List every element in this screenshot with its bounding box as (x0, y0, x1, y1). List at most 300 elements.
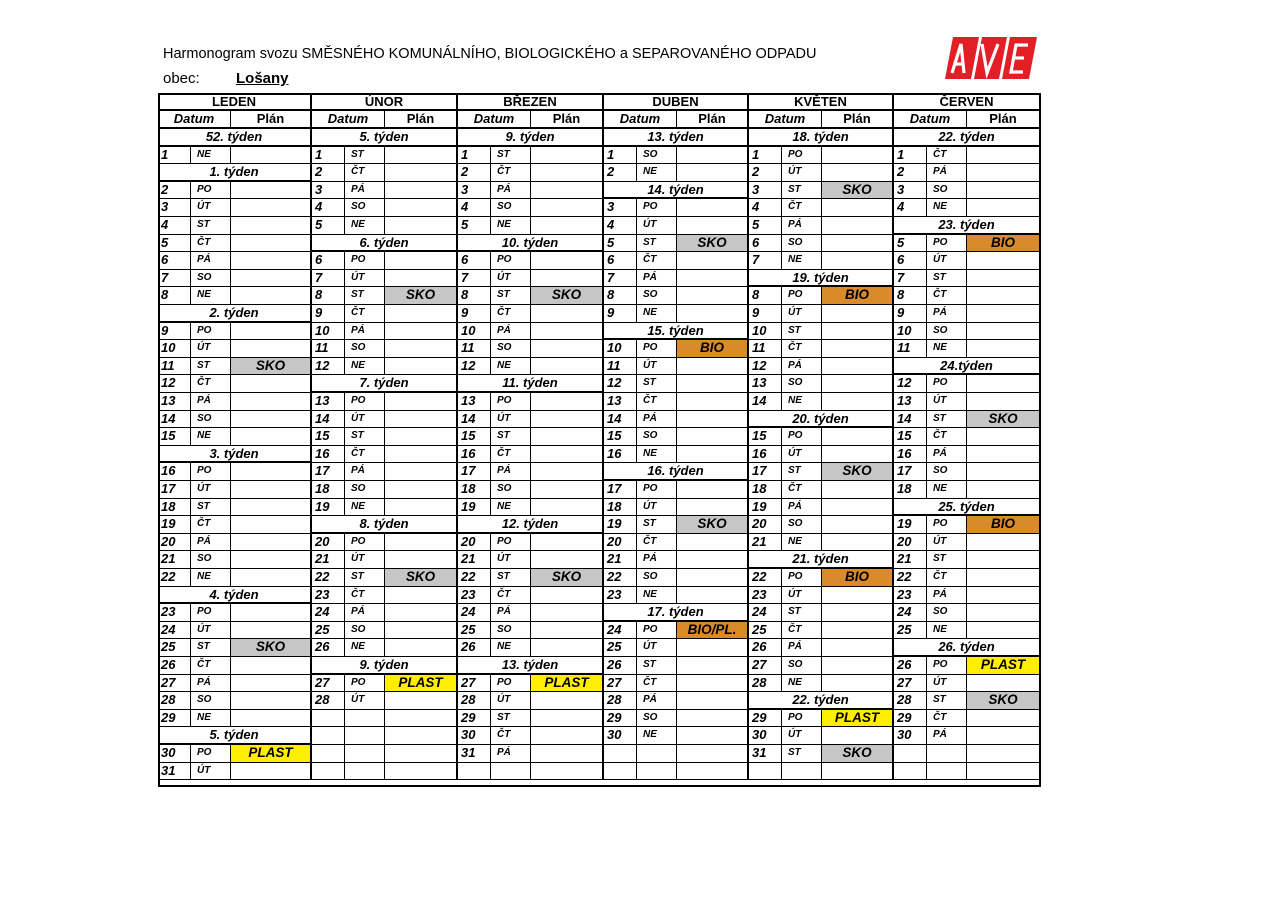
weekday: PO (191, 182, 231, 200)
weekday: PO (345, 675, 385, 693)
weekday: SO (637, 147, 677, 165)
weekday: NE (927, 340, 967, 358)
day-number: 14 (604, 411, 637, 429)
plan-cell (531, 340, 604, 358)
day-number: 24 (158, 622, 191, 640)
weekday: PÁ (345, 323, 385, 341)
weekday: SO (345, 340, 385, 358)
weekday: ÚT (782, 446, 822, 464)
plan-cell (231, 217, 312, 235)
plan-cell (385, 164, 458, 182)
weekday: ČT (491, 587, 531, 605)
plan-cell (967, 675, 1041, 693)
plan-cell (677, 534, 749, 552)
plan-cell (531, 710, 604, 728)
weekday: PO (345, 393, 385, 411)
day-number: 26 (158, 657, 191, 675)
plan-cell (531, 587, 604, 605)
day-number: 7 (894, 270, 927, 288)
weekday: SO (491, 481, 531, 499)
day-number: 8 (604, 287, 637, 305)
empty-cell (637, 763, 677, 781)
weekday: PÁ (927, 587, 967, 605)
plan-cell (822, 675, 894, 693)
day-number: 26 (312, 639, 345, 657)
weekday: PO (191, 604, 231, 622)
weekday: ST (637, 657, 677, 675)
plan-cell (231, 657, 312, 675)
plan-cell (231, 604, 312, 622)
collection-biopl: BIO/PL. (677, 622, 749, 640)
plan-cell (677, 411, 749, 429)
weekday: PO (637, 481, 677, 499)
month-header: BŘEZEN (458, 93, 604, 111)
plan-cell (677, 587, 749, 605)
collection-sko: SKO (822, 182, 894, 200)
day-number: 14 (749, 393, 782, 411)
collection-plast: PLAST (385, 675, 458, 693)
weekday: SO (491, 622, 531, 640)
plan-cell (231, 375, 312, 393)
plan-cell (531, 692, 604, 710)
day-number: 3 (894, 182, 927, 200)
weekday: ÚT (191, 199, 231, 217)
collection-sko: SKO (967, 692, 1041, 710)
plan-cell (967, 587, 1041, 605)
weekday: ÚT (782, 727, 822, 745)
weekday: PO (345, 252, 385, 270)
weekday: ČT (637, 675, 677, 693)
collection-bio: BIO (677, 340, 749, 358)
weekday: NE (491, 639, 531, 657)
weekday: PÁ (191, 393, 231, 411)
day-number: 17 (312, 463, 345, 481)
day-number: 2 (604, 164, 637, 182)
day-number: 14 (458, 411, 491, 429)
day-number: 20 (604, 534, 637, 552)
weekday: NE (637, 446, 677, 464)
day-number: 29 (749, 710, 782, 728)
day-number: 8 (749, 287, 782, 305)
week-label: 19. týden (749, 270, 894, 288)
weekday: ČT (927, 710, 967, 728)
weekday: ČT (927, 287, 967, 305)
weekday: ST (345, 569, 385, 587)
plan-cell (677, 147, 749, 165)
day-number: 16 (749, 446, 782, 464)
day-number: 23 (158, 604, 191, 622)
weekday: ÚT (637, 639, 677, 657)
empty-cell (458, 763, 491, 781)
empty-cell (782, 763, 822, 781)
empty-cell (345, 727, 385, 745)
day-number: 9 (604, 305, 637, 323)
day-number: 27 (158, 675, 191, 693)
plan-column-header: Plán (822, 111, 894, 129)
empty-cell (927, 763, 967, 781)
day-number: 6 (158, 252, 191, 270)
day-number: 5 (894, 235, 927, 253)
weekday: SO (491, 340, 531, 358)
day-number: 26 (604, 657, 637, 675)
plan-cell (967, 305, 1041, 323)
plan-cell (531, 164, 604, 182)
weekday: NE (491, 499, 531, 517)
weekday: PO (637, 340, 677, 358)
day-number: 27 (458, 675, 491, 693)
collection-sko: SKO (231, 358, 312, 376)
weekday: SO (927, 182, 967, 200)
day-number: 22 (749, 569, 782, 587)
plan-cell (822, 604, 894, 622)
weekday: ÚT (191, 481, 231, 499)
plan-cell (531, 393, 604, 411)
plan-cell (967, 375, 1041, 393)
day-number: 5 (604, 235, 637, 253)
plan-cell (531, 622, 604, 640)
plan-cell (822, 622, 894, 640)
day-number: 25 (312, 622, 345, 640)
day-number: 22 (458, 569, 491, 587)
plan-cell (531, 358, 604, 376)
weekday: ST (345, 428, 385, 446)
day-number: 9 (749, 305, 782, 323)
month-header: DUBEN (604, 93, 749, 111)
week-label: 26. týden (894, 639, 1041, 657)
day-number: 25 (604, 639, 637, 657)
weekday: SO (637, 428, 677, 446)
weekday: ÚT (345, 411, 385, 429)
plan-cell (531, 463, 604, 481)
collection-bio: BIO (822, 287, 894, 305)
day-number: 11 (604, 358, 637, 376)
weekday: PÁ (782, 217, 822, 235)
day-number: 10 (749, 323, 782, 341)
weekday: ČT (637, 534, 677, 552)
day-number: 24 (749, 604, 782, 622)
weekday: SO (191, 270, 231, 288)
plan-cell (967, 340, 1041, 358)
plan-cell (677, 287, 749, 305)
week-label: 4. týden (158, 587, 312, 605)
plan-cell (531, 199, 604, 217)
weekday: PÁ (637, 270, 677, 288)
collection-plast: PLAST (822, 710, 894, 728)
weekday: ST (782, 182, 822, 200)
weekday: NE (927, 199, 967, 217)
plan-cell (967, 428, 1041, 446)
day-number: 29 (458, 710, 491, 728)
weekday: ÚT (491, 270, 531, 288)
day-number: 2 (312, 164, 345, 182)
day-number: 3 (604, 199, 637, 217)
weekday: ST (345, 287, 385, 305)
week-label: 16. týden (604, 463, 749, 481)
weekday: PO (191, 745, 231, 763)
day-number: 5 (749, 217, 782, 235)
day-number: 16 (312, 446, 345, 464)
day-number: 10 (312, 323, 345, 341)
weekday: NE (782, 252, 822, 270)
day-number: 27 (894, 675, 927, 693)
month-header: LEDEN (158, 93, 312, 111)
day-number: 13 (894, 393, 927, 411)
day-number: 12 (458, 358, 491, 376)
plan-cell (677, 305, 749, 323)
weekday: PÁ (191, 252, 231, 270)
collection-sko: SKO (531, 569, 604, 587)
day-number: 30 (458, 727, 491, 745)
weekday: ČT (191, 375, 231, 393)
plan-cell (967, 622, 1041, 640)
week-label: 18. týden (749, 129, 894, 147)
weekday: SO (927, 323, 967, 341)
day-number: 24 (894, 604, 927, 622)
plan-cell (822, 727, 894, 745)
weekday: ST (637, 375, 677, 393)
weekday: SO (782, 516, 822, 534)
plan-cell (231, 235, 312, 253)
day-number: 1 (158, 147, 191, 165)
plan-cell (822, 235, 894, 253)
plan-cell (822, 639, 894, 657)
weekday: ST (782, 323, 822, 341)
empty-cell (312, 763, 345, 781)
weekday: ČT (782, 481, 822, 499)
plan-cell (231, 481, 312, 499)
ave-logo (945, 37, 1037, 79)
week-label: 3. týden (158, 446, 312, 464)
weekday: SO (782, 375, 822, 393)
empty-cell (491, 763, 531, 781)
plan-cell (822, 217, 894, 235)
week-label: 24.týden (894, 358, 1041, 376)
weekday: ČT (491, 727, 531, 745)
plan-cell (231, 534, 312, 552)
empty-cell (604, 763, 637, 781)
plan-cell (677, 481, 749, 499)
day-number: 7 (604, 270, 637, 288)
week-label: 22. týden (894, 129, 1041, 147)
plan-cell (385, 393, 458, 411)
plan-cell (531, 446, 604, 464)
day-number: 17 (894, 463, 927, 481)
week-label: 8. týden (312, 516, 458, 534)
day-number: 11 (312, 340, 345, 358)
plan-column-header: Plán (385, 111, 458, 129)
day-number: 16 (604, 446, 637, 464)
plan-cell (531, 217, 604, 235)
day-number: 3 (158, 199, 191, 217)
plan-cell (385, 587, 458, 605)
plan-cell (385, 411, 458, 429)
weekday: NE (637, 164, 677, 182)
month-header: KVĚTEN (749, 93, 894, 111)
plan-cell (967, 604, 1041, 622)
weekday: ST (491, 428, 531, 446)
weekday: ÚT (927, 675, 967, 693)
plan-cell (967, 551, 1041, 569)
collection-sko: SKO (385, 287, 458, 305)
day-number: 18 (312, 481, 345, 499)
collection-sko: SKO (967, 411, 1041, 429)
plan-cell (822, 657, 894, 675)
week-label: 1. týden (158, 164, 312, 182)
day-number: 8 (458, 287, 491, 305)
plan-cell (677, 252, 749, 270)
empty-cell (385, 763, 458, 781)
collection-bio: BIO (822, 569, 894, 587)
day-number: 15 (458, 428, 491, 446)
weekday: ČT (491, 305, 531, 323)
collection-sko: SKO (385, 569, 458, 587)
weekday: PÁ (782, 499, 822, 517)
day-number: 21 (604, 551, 637, 569)
day-number: 31 (749, 745, 782, 763)
plan-cell (231, 252, 312, 270)
plan-cell (822, 534, 894, 552)
day-number: 25 (158, 639, 191, 657)
weekday: SO (637, 710, 677, 728)
weekday: PÁ (637, 551, 677, 569)
plan-cell (677, 164, 749, 182)
weekday: ST (782, 604, 822, 622)
plan-cell (385, 199, 458, 217)
weekday: PO (491, 675, 531, 693)
day-number: 13 (749, 375, 782, 393)
weekday: SO (637, 569, 677, 587)
day-number: 11 (894, 340, 927, 358)
plan-cell (385, 499, 458, 517)
plan-cell (677, 639, 749, 657)
day-number: 21 (894, 551, 927, 569)
day-number: 28 (458, 692, 491, 710)
weekday: PÁ (927, 727, 967, 745)
weekday: PO (782, 569, 822, 587)
plan-cell (231, 270, 312, 288)
plan-cell (967, 270, 1041, 288)
week-label: 11. týden (458, 375, 604, 393)
weekday: NE (927, 622, 967, 640)
plan-cell (967, 147, 1041, 165)
plan-cell (385, 340, 458, 358)
plan-cell (231, 411, 312, 429)
day-number: 1 (749, 147, 782, 165)
weekday: PÁ (637, 411, 677, 429)
datum-column-header: Datum (158, 111, 231, 129)
datum-column-header: Datum (894, 111, 967, 129)
day-number: 29 (158, 710, 191, 728)
empty-cell (345, 710, 385, 728)
weekday: NE (345, 639, 385, 657)
day-number: 9 (158, 323, 191, 341)
plan-cell (231, 763, 312, 781)
day-number: 10 (158, 340, 191, 358)
empty-cell (312, 745, 345, 763)
municipality-label: obec: (163, 70, 200, 87)
plan-cell (231, 675, 312, 693)
plan-cell (531, 481, 604, 499)
weekday: PO (927, 235, 967, 253)
plan-cell (822, 199, 894, 217)
plan-cell (385, 147, 458, 165)
collection-bio: BIO (967, 516, 1041, 534)
weekday: ST (491, 569, 531, 587)
plan-cell (231, 147, 312, 165)
plan-cell (531, 551, 604, 569)
weekday: PO (191, 323, 231, 341)
plan-cell (385, 305, 458, 323)
plan-cell (967, 199, 1041, 217)
day-number: 28 (894, 692, 927, 710)
weekday: ČT (345, 587, 385, 605)
weekday: ČT (491, 446, 531, 464)
weekday: ST (491, 287, 531, 305)
plan-cell (531, 499, 604, 517)
day-number: 6 (312, 252, 345, 270)
plan-cell (967, 569, 1041, 587)
day-number: 17 (604, 481, 637, 499)
weekday: ČT (927, 147, 967, 165)
day-number: 20 (312, 534, 345, 552)
empty-cell (385, 710, 458, 728)
day-number: 6 (604, 252, 637, 270)
plan-cell (231, 340, 312, 358)
weekday: ST (491, 710, 531, 728)
weekday: ST (927, 270, 967, 288)
weekday: SO (782, 235, 822, 253)
day-number: 20 (749, 516, 782, 534)
plan-cell (822, 358, 894, 376)
collection-sko: SKO (231, 639, 312, 657)
weekday: ČT (191, 235, 231, 253)
day-number: 19 (604, 516, 637, 534)
plan-cell (967, 446, 1041, 464)
day-number: 18 (894, 481, 927, 499)
weekday: ÚT (637, 499, 677, 517)
plan-cell (967, 463, 1041, 481)
plan-cell (677, 727, 749, 745)
day-number: 31 (158, 763, 191, 781)
day-number: 15 (604, 428, 637, 446)
plan-cell (231, 428, 312, 446)
plan-cell (967, 481, 1041, 499)
plan-cell (822, 516, 894, 534)
week-label: 9. týden (312, 657, 458, 675)
day-number: 17 (749, 463, 782, 481)
day-number: 14 (894, 411, 927, 429)
day-number: 15 (158, 428, 191, 446)
day-number: 4 (604, 217, 637, 235)
day-number: 17 (458, 463, 491, 481)
empty-cell (385, 745, 458, 763)
weekday: PO (637, 622, 677, 640)
plan-cell (385, 270, 458, 288)
day-number: 5 (158, 235, 191, 253)
weekday: NE (637, 305, 677, 323)
weekday: ČT (345, 164, 385, 182)
plan-cell (677, 569, 749, 587)
weekday: ÚT (782, 164, 822, 182)
plan-cell (531, 639, 604, 657)
empty-cell (677, 763, 749, 781)
weekday: ÚT (191, 763, 231, 781)
day-number: 20 (458, 534, 491, 552)
day-number: 26 (458, 639, 491, 657)
day-number: 1 (604, 147, 637, 165)
weekday: NE (345, 499, 385, 517)
weekday: ST (637, 516, 677, 534)
